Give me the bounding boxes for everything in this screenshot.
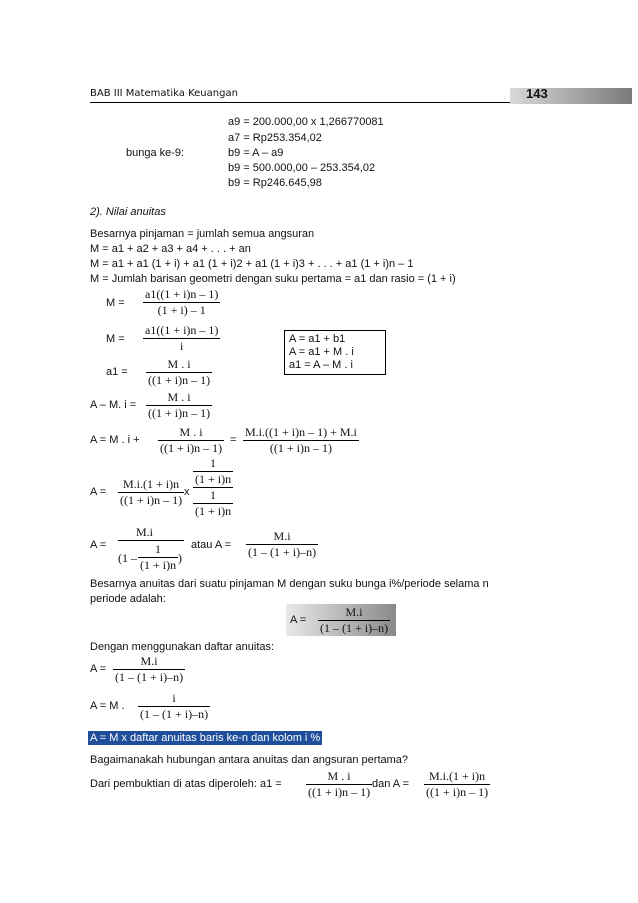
fraction-12-den: (1 – (1 + i)–n): [115, 670, 184, 684]
calc-line-1: a9 = 200.000,00 x 1,266770081: [228, 116, 384, 128]
fraction-1-num: a1((1 + i)n – 1): [145, 287, 219, 301]
chapter-title: BAB III Matematika Keuangan: [90, 88, 238, 99]
calc-line-2: a7 = Rp253.354,02: [228, 132, 322, 144]
calc-line-3: b9 = A – a9: [228, 147, 284, 159]
fraction-10-den: (1 – (1 + i)–n): [248, 545, 317, 559]
fraction-13: [138, 691, 210, 722]
fraction-11: [318, 605, 390, 636]
fraction-8-top: 1: [210, 456, 217, 470]
fraction-9-inner-num: 1: [155, 542, 162, 556]
label-equals-1: =: [230, 434, 237, 446]
label-a-eq-2: A =: [90, 539, 107, 551]
fraction-5-num: M . i: [179, 425, 203, 439]
bunga-label: bunga ke-9:: [126, 147, 185, 159]
fraction-7-den: ((1 + i)n – 1): [120, 493, 183, 507]
highlight-rule: A = M x daftar anuitas baris ke-n dan kolom i %: [90, 732, 321, 744]
fraction-1: [143, 287, 220, 318]
fraction-6: [243, 425, 359, 456]
fraction-1-den: (1 + i) – 1: [143, 302, 220, 318]
anuitas-desc-2: periode adalah:: [90, 593, 166, 605]
fraction-6-den: ((1 + i)n – 1): [243, 440, 359, 456]
anuitas-desc-1: Besarnya anuitas dari suatu pinjaman M dengan suku bunga i%/periode selama n: [90, 578, 489, 590]
text-m-line-1: M = a1 + a2 + a3 + a4 + . . . + an: [90, 243, 251, 255]
fraction-9-inner-den: (1 + i)n: [140, 558, 177, 572]
fraction-12: [113, 654, 185, 685]
fraction-7-num: M.i.(1 + i)n: [122, 477, 180, 491]
fraction-12-num: M.i: [140, 654, 158, 668]
fraction-14: [306, 769, 372, 800]
fraction-13-num: i: [172, 691, 176, 705]
fraction-5-den: ((1 + i)n – 1): [160, 441, 223, 455]
fraction-9-num: M.i: [136, 525, 154, 539]
dari-text: Dari pembuktian di atas diperoleh: a1 =: [90, 778, 282, 790]
fraction-14-num: M . i: [327, 769, 351, 783]
calc-line-5: b9 = Rp246.645,98: [228, 177, 322, 189]
fraction-3-den: ((1 + i)n – 1): [148, 373, 211, 387]
box-line-1: A = a1 + b1: [289, 333, 346, 345]
text-besarnya-pinjaman: Besarnya pinjaman = jumlah semua angsuran: [90, 228, 315, 240]
fraction-9-den-close: ): [178, 551, 182, 565]
fraction-9-den-open: (1 –: [118, 551, 137, 565]
fraction-15: [424, 769, 490, 800]
fraction-2-num: a1((1 + i)n – 1): [145, 323, 219, 337]
section-title: 2). Nilai anuitas: [90, 206, 166, 218]
label-a-eq-1: A =: [90, 486, 107, 498]
fraction-8-mid: (1 + i)n: [195, 472, 232, 486]
fraction-4-num: M . i: [167, 390, 191, 404]
label-a-eq-mi-plus: A = M . i +: [90, 434, 140, 446]
label-times: x: [184, 486, 190, 498]
fraction-9-bar: [118, 540, 184, 541]
identity-box: [284, 330, 386, 375]
fraction-13-den: (1 – (1 + i)–n): [140, 707, 209, 721]
fraction-9-inner: [138, 542, 178, 573]
fraction-10: [246, 529, 318, 560]
label-a-eq-4: A =: [90, 663, 107, 675]
text-m-line-2: M = a1 + a1 (1 + i) + a1 (1 + i)2 + a1 (1 + i)3 + . . . + a1 (1 + i)n – 1: [90, 258, 414, 270]
fraction-3: [146, 357, 212, 388]
question-text: Bagaimanakah hubungan antara anuitas dan angsuran pertama?: [90, 754, 409, 766]
box-line-2: A = a1 + M . i: [289, 346, 354, 358]
label-atau: atau A =: [191, 539, 232, 551]
label-a-minus-mi: A – M. i =: [90, 399, 137, 411]
fraction-15-num: M.i.(1 + i)n: [428, 769, 486, 783]
fraction-8: [193, 456, 233, 519]
dan-text: dan A =: [372, 778, 410, 790]
text-m-line-3: M = Jumlah barisan geometri dengan suku pertama = a1 dan rasio = (1 + i): [90, 273, 456, 285]
fraction-5: [158, 425, 224, 456]
fraction-3-num: M . i: [167, 357, 191, 371]
daftar-text: Dengan menggunakan daftar anuitas:: [90, 641, 275, 653]
fraction-11-num: M.i: [345, 605, 363, 619]
fraction-2: [143, 323, 220, 354]
fraction-2-den: i: [143, 338, 220, 354]
fraction-4: [146, 390, 212, 421]
fraction-14-den: ((1 + i)n – 1): [308, 785, 371, 799]
calc-line-4: b9 = 500.000,00 – 253.354,02: [228, 162, 376, 174]
page-number: 143: [526, 86, 548, 101]
fraction-7: [118, 477, 184, 508]
label-m-eq-1: M =: [106, 297, 125, 309]
label-m-eq-2: M =: [106, 333, 125, 345]
fraction-8-bot-num: 1: [193, 487, 233, 503]
header-rule: [90, 102, 510, 103]
fraction-10-num: M.i: [273, 529, 291, 543]
fraction-4-den: ((1 + i)n – 1): [148, 406, 211, 420]
label-a-eq-m: A = M .: [90, 700, 125, 712]
fraction-15-den: ((1 + i)n – 1): [426, 785, 489, 799]
fraction-6-num: M.i.((1 + i)n – 1) + M.i: [245, 425, 357, 439]
label-a-eq-3: A =: [290, 614, 307, 626]
box-line-3: a1 = A – M . i: [289, 359, 353, 371]
fraction-8-bot-den: (1 + i)n: [195, 504, 232, 518]
label-a1-eq: a1 =: [106, 366, 128, 378]
fraction-11-den: (1 – (1 + i)–n): [320, 621, 389, 635]
